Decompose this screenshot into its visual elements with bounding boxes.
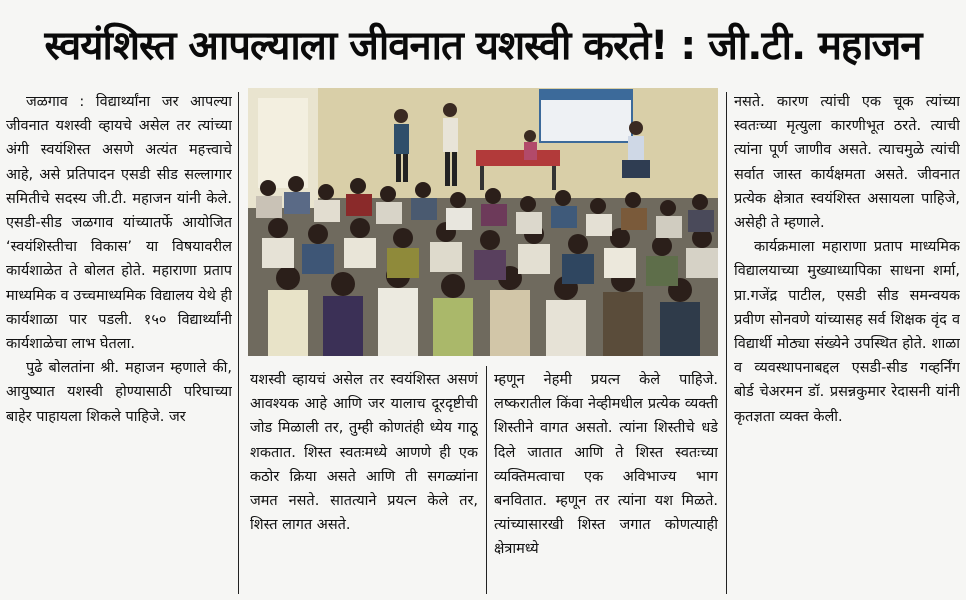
article-column-2 <box>250 368 478 596</box>
article-paragraph: कार्यक्रमाला महाराणा प्रताप माध्यमिक विद्यालयाच्या मुख्याध्यापिका साधना शर्मा, प्रा.गजेंद्र पाटील, एसडी सीड समन्वयक प्रवीण सोनवणे यांच्यासह सर्व शिक्षक वृंद व विद्यार्थी मोठ्या संख्येने उपस्थित होते. शाळा व व्यवस्थापनाबद्दल एसडी-सीड गव्हर्निंग बोर्ड चेअरमन डॉ. प्रसन्नकुमार रेदासनी यांनी कृतज्ञता व्यक्त केली. <box>734 239 960 425</box>
column-divider <box>238 92 239 594</box>
workshop-photo <box>248 88 718 356</box>
article-paragraph: नसते. कारण त्यांची एक चूक त्यांच्या स्वतःच्या मृत्युला कारणीभूत ठरते. त्याची त्यांना पूर्ण जाणीव असते. त्याचमुळे त्यांची सर्वात जास्त कार्यक्षमता असते. जीवनात प्रत्येक क्षेत्रात स्वयंशिस्त असायला पाहिजे, असेही ते म्हणाले. <box>734 94 960 232</box>
article-paragraph: म्हणून नेहमी प्रयत्न केले पाहिजे. लष्करातील किंवा नेव्हीमधील प्रत्येक व्यक्ती शिस्तीने वागत असतो. त्यांना शिस्तीचे धडे दिले जातात आणि ते शिस्त स्वतःच्या व्यक्तिमत्वाचा एक अविभाज्य भाग बनवितात. म्हणून तर त्यांना यश मिळते. त्यांच्यासारखी शिस्त जगात कोणत्याही क्षेत्रामध्ये <box>494 372 718 558</box>
article-paragraph: यशस्वी व्हायचं असेल तर स्वयंशिस्त असणं आवश्यक आहे आणि जर यालाच दूरदृष्टीची जोड मिळाली तर, तुम्ही कोणतंही ध्येय गाठू शकतात. शिस्त स्वतःमध्ये आणणे ही एक कठोर क्रिया असते आणि ती सगळ्यांना जमत नसते. सातत्याने प्रयत्न केले तर, शिस्त लागत असते. <box>250 372 478 534</box>
article-paragraph: जळगाव : विद्यार्थ्यांना जर आपल्या जीवनात यशस्वी व्हायचे असेल तर त्यांच्या अंगी स्वयंशिस्त असणे अत्यंत महत्त्वाचे आहे, असे प्रतिपादन एसडी सीड सल्लागार समितीचे सदस्य जी.टी. महाजन यांनी केले. एसडी-सीड जळगाव यांच्यातर्फे आयोजित ‘स्वयंशिस्तीचा विकास’ या विषयावरील कार्यशाळेत ते बोलत होते. महाराणा प्रताप माध्यमिक व उच्चमाध्यमिक विद्यालय येथे ही कार्यशाळा पार पडली. १५० विद्यार्थ्यांनी कार्यशाळेचा लाभ घेतला. <box>6 94 232 353</box>
article-column-1 <box>6 90 232 596</box>
column-divider <box>726 92 727 594</box>
article-column-4 <box>734 90 960 596</box>
article-column-3 <box>494 368 718 596</box>
headline: स्वयंशिस्त आपल्याला जीवनात यशस्वी करते! : जी.टी. महाजन <box>44 22 922 69</box>
article-paragraph: पुढे बोलतांना श्री. महाजन म्हणाले की, आयुष्यात यशस्वी होण्यासाठी परिघाच्या बाहेर पाहायला शिकले पाहिजे. जर <box>6 360 232 425</box>
column-divider <box>486 366 487 594</box>
